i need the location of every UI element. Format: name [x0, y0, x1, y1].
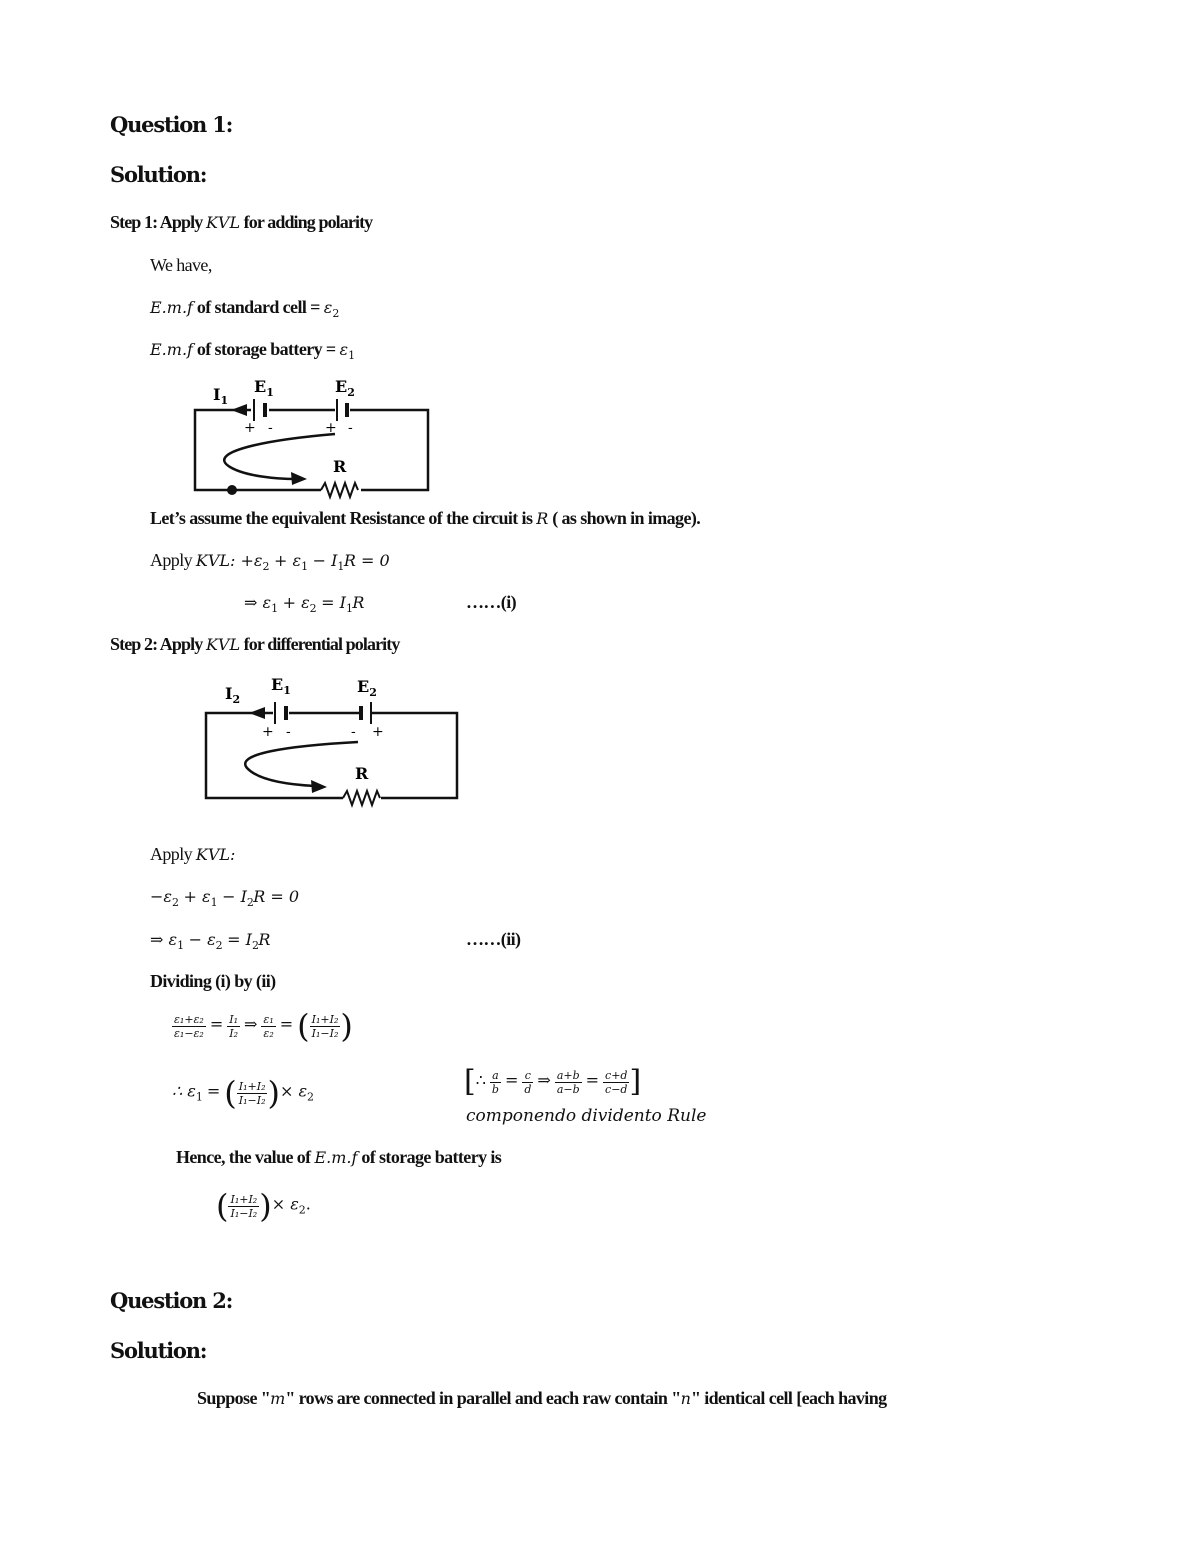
emf-symbol: E.m.f — [314, 1148, 358, 1167]
polarity-minus: - — [348, 420, 353, 436]
solution-2-heading: Solution: — [110, 1338, 207, 1363]
polarity-plus: + — [244, 420, 256, 436]
fraction-numerator: I₁+I₂ — [238, 1079, 266, 1093]
eq-part: R — [352, 593, 365, 612]
eq-part: × ε — [279, 1081, 308, 1101]
ratio-equation — [172, 1007, 353, 1045]
standard-cell-line — [150, 297, 339, 320]
equals-sign: = — [209, 1014, 224, 1034]
cell-label-e2: $E_2$ — [357, 677, 377, 699]
subscript: 2 — [262, 560, 269, 573]
polarity-plus: + — [372, 724, 384, 740]
kvl-var: KVL — [195, 845, 231, 864]
resistance-var: R — [536, 509, 549, 528]
colon: : — [230, 845, 236, 864]
polarity-minus: - — [268, 420, 273, 436]
arrow-head-icon — [291, 472, 307, 485]
equals-sign: = — [206, 1081, 221, 1101]
polarity-plus: + — [325, 420, 337, 436]
var-n: n — [680, 1389, 691, 1408]
current-label-i2: $I_2$ — [225, 684, 241, 706]
eq-part: × ε — [271, 1194, 299, 1214]
circuit-diagram-2 — [195, 672, 470, 812]
epsilon-symbol: ε — [323, 298, 333, 317]
resistor-icon — [321, 483, 358, 497]
polarity-minus: - — [351, 724, 356, 740]
eq-part: = I — [222, 930, 252, 949]
circuit-wire-right — [372, 713, 457, 798]
paren-close: ) — [340, 1007, 353, 1045]
eq-part: R = 0 — [253, 887, 300, 906]
step-1-title-post: for adding polarity — [240, 212, 373, 232]
cell-label-e1: $E_1$ — [254, 377, 274, 399]
fraction-denominator: a−b — [556, 1082, 580, 1096]
fraction-denominator: d — [524, 1082, 532, 1096]
cell-label-e1: $E_1$ — [271, 675, 291, 697]
period: . — [305, 1194, 311, 1214]
paren-open: ( — [224, 1074, 237, 1112]
dividing-text: Dividing (i) by (ii) — [150, 971, 276, 991]
subscript: 2 — [298, 1203, 306, 1217]
eq-part: + ε — [268, 551, 302, 570]
cell-label-e2: $E_2$ — [335, 377, 355, 399]
subscript: 2 — [309, 602, 317, 615]
fraction — [261, 1013, 275, 1040]
kvl-var: KVL — [195, 551, 231, 570]
assume-text-end: ( as shown in image). — [548, 508, 701, 528]
step-1-title-pre: Step 1: Apply — [110, 212, 206, 232]
hence-text-end: of storage battery is — [357, 1147, 502, 1167]
bracket-open: [ — [464, 1064, 476, 1099]
fraction — [310, 1013, 341, 1040]
kvl-equation-1 — [150, 550, 390, 573]
fraction-denominator: ε₁−ε₂ — [174, 1026, 204, 1040]
emf-symbol: E.m.f — [150, 298, 193, 317]
fraction-numerator: I₁+I₂ — [230, 1192, 258, 1206]
subscript: 1 — [301, 560, 308, 573]
subscript: 1 — [348, 349, 355, 362]
fraction-numerator: I₁+I₂ — [311, 1012, 339, 1026]
question-1-heading: Question 1: — [110, 112, 233, 137]
equals-sign: = — [585, 1070, 600, 1090]
emf-symbol: E.m.f — [150, 340, 193, 359]
subscript: 1 — [210, 896, 217, 909]
paren-open: ( — [216, 1187, 229, 1225]
loop-arrow — [245, 742, 358, 786]
fraction — [228, 1193, 259, 1220]
fraction-numerator: a+b — [556, 1068, 580, 1082]
subscript: 1 — [195, 1090, 203, 1104]
fraction-denominator: b — [491, 1082, 499, 1096]
fraction — [522, 1069, 533, 1096]
therefore-sign: ∴ — [475, 1070, 486, 1090]
fraction — [603, 1069, 629, 1096]
current-arrow-icon — [249, 707, 265, 719]
fraction-denominator: I₁−I₂ — [311, 1026, 339, 1040]
subscript: 2 — [332, 307, 339, 320]
epsilon-symbol: ε — [339, 340, 349, 359]
rule-name: componendo dividento Rule — [466, 1106, 707, 1126]
hence-text: Hence, the value of — [176, 1147, 315, 1167]
arrow-head-icon — [311, 780, 327, 793]
step-1-heading — [110, 212, 372, 233]
fraction-denominator: I₂ — [229, 1026, 239, 1040]
fraction-denominator: I₁−I₂ — [238, 1093, 266, 1107]
circuit-wire-right — [350, 410, 428, 490]
resistor-label: R — [333, 457, 347, 476]
kvl-equation-2 — [150, 886, 299, 909]
therefore-equation — [172, 1074, 315, 1112]
implies-sign: ⇒ — [244, 1014, 258, 1034]
step-2-heading — [110, 634, 399, 655]
subscript: 1 — [337, 560, 344, 573]
text-part: Suppose " — [197, 1388, 271, 1408]
circuit-diagram-1 — [185, 372, 445, 502]
step-2-title-pre: Step 2: Apply — [110, 634, 206, 654]
standard-cell-text: of standard cell = — [192, 297, 324, 317]
equation-tag-i: ……(i) — [466, 592, 516, 612]
fraction-numerator: c — [522, 1069, 533, 1083]
fraction-numerator: ε₁+ε₂ — [174, 1012, 204, 1026]
fraction-denominator: c−d — [605, 1082, 628, 1096]
eq-part: − I — [216, 887, 247, 906]
assume-text: Let’s assume the equivalent Resistance of the circuit is — [150, 508, 537, 528]
apply-kvl-2 — [150, 844, 235, 865]
equals-sign: = — [279, 1014, 294, 1034]
question-2-heading: Question 2: — [110, 1288, 233, 1313]
current-label-i1: $I_1$ — [213, 385, 229, 407]
fraction-denominator: ε₂ — [263, 1026, 274, 1040]
loop-arrow — [224, 434, 335, 479]
fraction — [555, 1069, 582, 1096]
implies-sign: ⇒ — [537, 1070, 551, 1090]
paren-close: ) — [259, 1187, 272, 1225]
eq-part: − ε — [183, 930, 216, 949]
text-part: " identical cell [each having — [690, 1388, 887, 1408]
fraction — [172, 1013, 206, 1040]
apply-text: Apply — [150, 550, 196, 570]
equals-sign: = — [504, 1070, 519, 1090]
subscript: 1 — [177, 939, 184, 952]
current-arrow-icon — [231, 404, 247, 416]
final-answer — [216, 1187, 311, 1225]
subscript: 2 — [172, 896, 179, 909]
equation-i — [244, 592, 364, 615]
bracket-close: ] — [629, 1064, 642, 1099]
resistor-icon — [343, 791, 380, 805]
fraction-numerator: a — [490, 1069, 501, 1083]
eq-part: : +ε — [230, 551, 263, 570]
fraction — [237, 1080, 268, 1107]
solution-1-heading: Solution: — [110, 162, 207, 187]
storage-battery-text: of storage battery = — [192, 339, 340, 359]
question-2-text — [197, 1388, 887, 1409]
rule-box — [464, 1064, 642, 1099]
storage-battery-line — [150, 339, 354, 362]
paren-close: ) — [267, 1074, 280, 1112]
apply-text: Apply — [150, 844, 196, 864]
equation-ii — [150, 929, 270, 952]
eq-part: −ε — [150, 887, 172, 906]
fraction — [227, 1013, 240, 1040]
subscript: 2 — [215, 939, 223, 952]
resistor-label: R — [355, 764, 369, 783]
eq-part: = I — [316, 593, 346, 612]
eq-part: R = 0 — [343, 551, 390, 570]
eq-part: ⇒ ε — [150, 930, 178, 949]
junction-dot — [227, 485, 237, 495]
eq-part: + ε — [178, 887, 211, 906]
eq-part: R — [258, 930, 271, 949]
subscript: 2 — [251, 939, 259, 952]
step-2-title-var: KVL — [205, 635, 241, 654]
assume-line — [150, 508, 700, 529]
we-have-text: We have, — [150, 255, 212, 275]
subscript: 1 — [345, 602, 353, 615]
polarity-minus: - — [286, 724, 291, 740]
fraction-denominator: I₁−I₂ — [230, 1206, 258, 1220]
step-1-title-var: KVL — [205, 213, 241, 232]
step-2-title-post: for differential polarity — [240, 634, 400, 654]
eq-part: − I — [307, 551, 338, 570]
var-m: m — [270, 1389, 286, 1408]
subscript: 2 — [307, 1090, 315, 1104]
eq-part: ∴ ε — [172, 1081, 196, 1101]
fraction — [490, 1069, 501, 1096]
eq-part: + ε — [277, 593, 310, 612]
text-part: " rows are connected in parallel and each raw contain " — [285, 1388, 681, 1408]
fraction-numerator: ε₁ — [263, 1012, 274, 1026]
equation-tag-ii: ……(ii) — [466, 929, 521, 949]
fraction-numerator: I₁ — [229, 1012, 239, 1026]
eq-part: ⇒ ε — [244, 593, 272, 612]
polarity-plus: + — [262, 724, 274, 740]
subscript: 2 — [246, 896, 254, 909]
subscript: 1 — [271, 602, 278, 615]
fraction-numerator: c+d — [605, 1068, 628, 1082]
paren-open: ( — [297, 1007, 310, 1045]
hence-line — [176, 1147, 501, 1168]
